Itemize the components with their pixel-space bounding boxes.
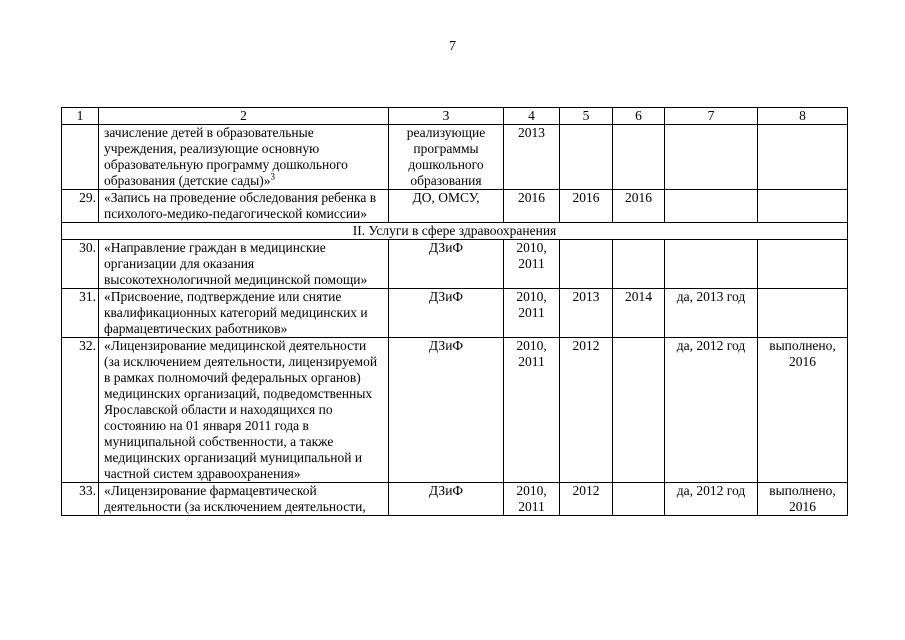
services-table <box>61 107 848 516</box>
cell-col8: выполнено, 2016 <box>758 483 848 516</box>
section-title: II. Услуги в сфере здравоохранения <box>62 223 848 240</box>
header-cell: 1 <box>62 108 99 125</box>
header-cell: 4 <box>504 108 560 125</box>
cell-col6 <box>613 240 665 289</box>
cell-col4: 2016 <box>504 190 560 223</box>
header-cell: 6 <box>613 108 665 125</box>
cell-col8 <box>758 125 848 190</box>
cell-col8 <box>758 289 848 338</box>
service-description <box>99 125 389 190</box>
cell-col4: 2010, 2011 <box>504 240 560 289</box>
table-row <box>62 125 848 190</box>
row-number: 30. <box>62 240 99 289</box>
section-row <box>62 223 848 240</box>
cell-col8 <box>758 190 848 223</box>
row-number <box>62 125 99 190</box>
row-number: 31. <box>62 289 99 338</box>
service-description: «Запись на проведение обследования ребенка в психолого-медико-педагогической комиссии» <box>99 190 389 223</box>
executor: ДЗиФ <box>389 483 504 516</box>
executor: реализующие программы дошкольного образования <box>389 125 504 190</box>
service-description: «Лицензирование фармацевтической деятельности (за исключением деятельности, <box>99 483 389 516</box>
row-number: 29. <box>62 190 99 223</box>
footnote-mark: 3 <box>270 171 275 182</box>
header-row <box>62 108 848 125</box>
service-description: «Присвоение, подтверждение или снятие квалификационных категорий медицинских и фармацевтических работников» <box>99 289 389 338</box>
cell-col6 <box>613 483 665 516</box>
cell-col5 <box>560 125 613 190</box>
cell-col5: 2013 <box>560 289 613 338</box>
service-description: «Лицензирование медицинской деятельности (за исключением деятельности, лицензируемой в рамках полномочий федеральных органов) медицинских организаций, подведомственных Ярославской области и находящихся по состоянию на 01 января 2011 года в муниципальной собственности, а также медицинских организаций муниципальной и частной систем здравоохранения» <box>99 338 389 483</box>
cell-col5 <box>560 240 613 289</box>
cell-col6 <box>613 125 665 190</box>
cell-col4: 2010, 2011 <box>504 289 560 338</box>
cell-col8: выполнено, 2016 <box>758 338 848 483</box>
cell-col5: 2016 <box>560 190 613 223</box>
cell-col5: 2012 <box>560 483 613 516</box>
cell-col4: 2010, 2011 <box>504 483 560 516</box>
cell-col7: да, 2012 год <box>665 338 758 483</box>
header-cell: 7 <box>665 108 758 125</box>
header-cell: 8 <box>758 108 848 125</box>
cell-col8 <box>758 240 848 289</box>
cell-col7 <box>665 240 758 289</box>
header-cell: 5 <box>560 108 613 125</box>
header-cell: 3 <box>389 108 504 125</box>
row-number: 33. <box>62 483 99 516</box>
executor: ДО, ОМСУ, <box>389 190 504 223</box>
service-description: «Направление граждан в медицинские организации для оказания высокотехнологичной медицинской помощи» <box>99 240 389 289</box>
table-row <box>62 240 848 289</box>
cell-col4: 2013 <box>504 125 560 190</box>
cell-col5: 2012 <box>560 338 613 483</box>
executor: ДЗиФ <box>389 289 504 338</box>
page-number: 7 <box>449 39 456 54</box>
table-row <box>62 289 848 338</box>
cell-col7 <box>665 125 758 190</box>
table-row <box>62 190 848 223</box>
table-row <box>62 483 848 516</box>
cell-col7 <box>665 190 758 223</box>
cell-col7: да, 2012 год <box>665 483 758 516</box>
cell-col6: 2016 <box>613 190 665 223</box>
executor: ДЗиФ <box>389 240 504 289</box>
cell-col6: 2014 <box>613 289 665 338</box>
service-description-text: зачисление детей в образовательные учреждения, реализующие основную образовательную программу дошкольного образования (детские сады)» <box>104 125 348 188</box>
row-number: 32. <box>62 338 99 483</box>
cell-col7: да, 2013 год <box>665 289 758 338</box>
table-row <box>62 338 848 483</box>
cell-col6 <box>613 338 665 483</box>
executor: ДЗиФ <box>389 338 504 483</box>
cell-col4: 2010, 2011 <box>504 338 560 483</box>
header-cell: 2 <box>99 108 389 125</box>
